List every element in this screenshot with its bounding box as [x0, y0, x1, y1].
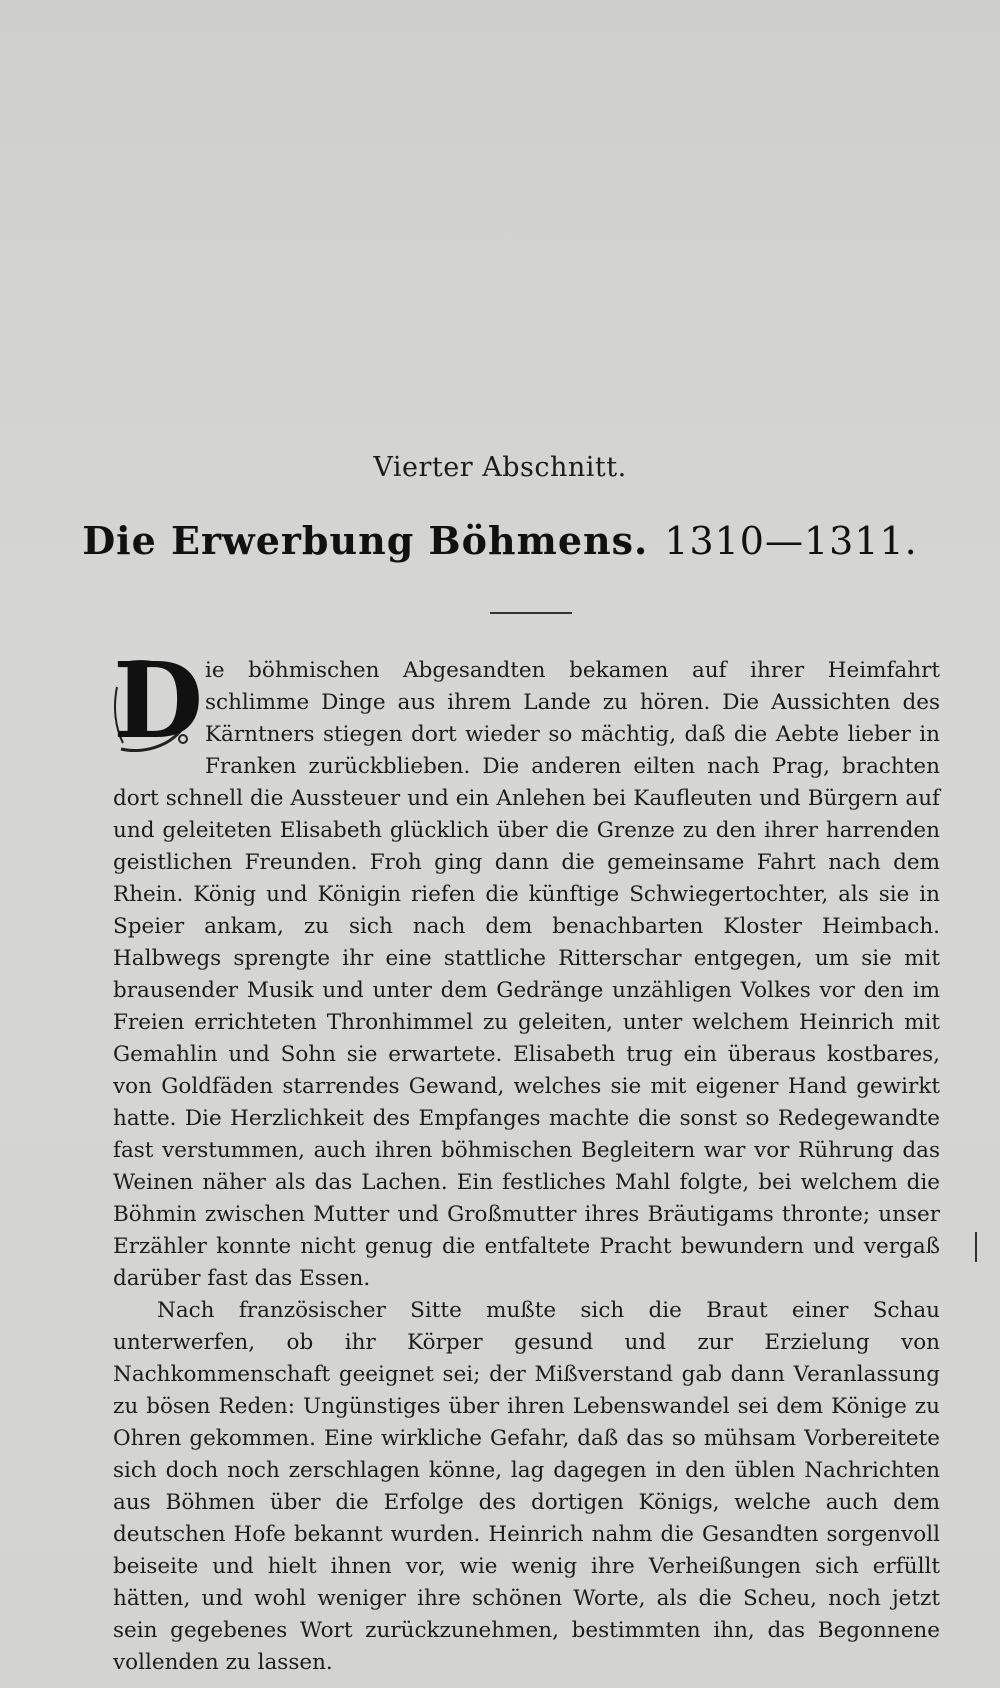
- body-text: [113, 639, 940, 1679]
- chapter-title-text: Die Erwerbung Böhmens.: [82, 518, 649, 563]
- title-divider: [490, 612, 572, 614]
- paragraph-1-text: ie böhmischen Abgesandten bekamen auf ihrer Heimfahrt schlimme Dinge aus ihrem Lande zu hören. Die Aussichten des Kärntners stiegen dort wieder so mächtig, daß die Aebte lieber in Franken zurückblieben. Die anderen eilten nach Prag, brachten dort schnell die Aussteuer und ein Anlehen bei Kaufleuten und Bürgern auf und geleiteten Elisabeth glücklich über die Grenze zu den ihrer harrenden geistlichen Freunden. Froh ging dann die gemeinsame Fahrt nach dem Rhein. König und Königin riefen die künftige Schwiegertochter, als sie in Speier ankam, zu sich nach dem benachbarten Kloster Heimbach. Halbwegs sprengte ihr eine stattliche Ritterschar entgegen, um sie mit brausender Musik und unter dem Gedränge unzähligen Volkes vor den im Freien errichteten Thronhimmel zu geleiten, unter welchem Heinrich mit Gemahlin und Sohn sie erwartete. Elisabeth trug ein überaus kostbares, von Goldfäden starrendes Gewand, welches sie mit eigener Hand gewirkt hatte. Die Herzlichkeit des Empfanges machte die sonst so Redegewandte fast verstummen, auch ihren böhmischen Begleitern war vor Rührung das Weinen näher als das Lachen. Ein festliches Mahl folgte, bei welchem die Böhmin zwischen Mutter und Großmutter ihres Bräutigams thronte; unser Erzähler konnte nicht genug die entfaltete Pracht bewundern und vergaß darüber fast das Essen.: [113, 658, 940, 1291]
- margin-mark: [975, 1232, 977, 1262]
- paragraph-2: Nach französischer Sitte mußte sich die Braut einer Schau unterwerfen, ob ihr Körper gesund und zur Erzielung von Nachkommenschaft geeignet sei; der Mißverstand gab dann Veranlassung zu bösen Reden: Ungünstiges über ihren Lebenswandel sei dem Könige zu Ohren gekommen. Eine wirkliche Gefahr, daß das so mühsam Vorbereitete sich doch noch zerschlagen könne, lag dagegen in den üblen Nachrichten aus Böhmen über die Erfolge des dortigen Königs, welche auch dem deutschen Hofe bekannt wurden. Heinrich nahm die Gesandten sorgenvoll beiseite und hielt ihnen vor, wie wenig ihre Verheißungen sich erfüllt hätten, und wohl weniger ihre schönen Worte, als die Scheu, noch jetzt sein gegebenes Wort zurückzunehmen, bestimmten ihn, das Begonnene vollenden zu lassen.: [113, 1298, 940, 1675]
- chapter-years: 1310—1311.: [664, 519, 918, 563]
- dropcap-letter: D: [113, 639, 204, 762]
- chapter-title: [0, 518, 1000, 563]
- section-label: Vierter Abschnitt.: [373, 452, 627, 483]
- decorative-initial: [113, 639, 204, 762]
- paragraph-1: [113, 639, 940, 1295]
